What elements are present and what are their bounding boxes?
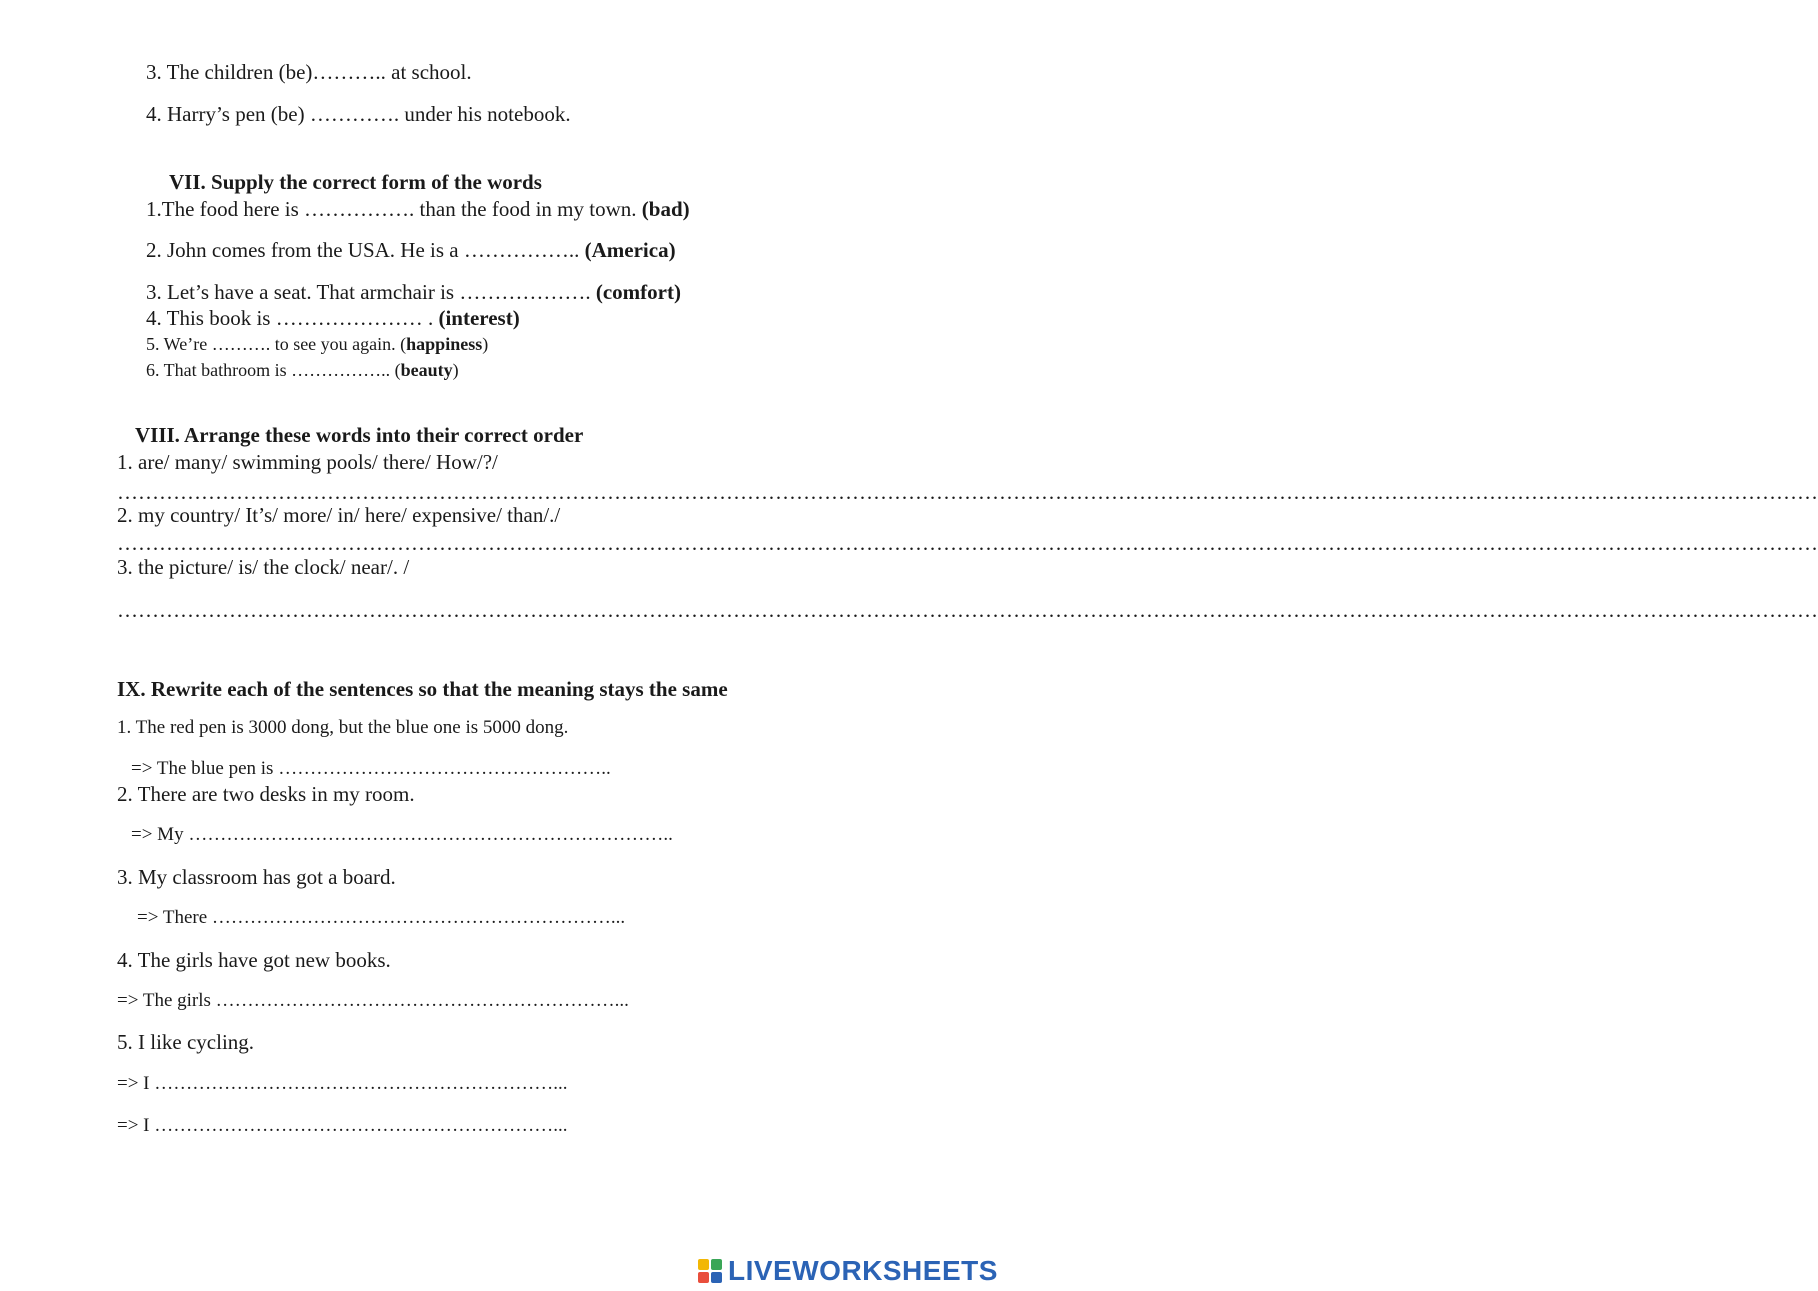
logo-text: LIVEWORKSHEETS — [728, 1255, 998, 1286]
logo-blocks-icon — [698, 1259, 722, 1283]
section-9-answer-4[interactable]: => The girls ………………………………………………………... — [117, 990, 629, 1011]
section-7-title: VII. Supply the correct form of the words — [169, 170, 542, 194]
section-8-title: VIII. Arrange these words into their correct order — [135, 423, 584, 447]
section-9-title: IX. Rewrite each of the sentences so that the meaning stays the same — [117, 677, 728, 701]
section-9-question-4: 4. The girls have got new books. — [117, 948, 391, 972]
section-9-question-2: 2. There are two desks in my room. — [117, 782, 415, 806]
section-7-item-6: 6. That bathroom is …………….. (beauty) — [146, 360, 459, 380]
section-9-answer-5a[interactable]: => I ………………………………………………………... — [117, 1073, 568, 1094]
answer-line-2[interactable]: ……………………………………………………………………………………………………………………………………………………………………………………………………………………… — [117, 531, 1818, 555]
section-7-item-1: 1.The food here is ……………. than the food in my town. (bad) — [146, 197, 690, 221]
section-8-item-1: 1. are/ many/ swimming pools/ there/ How/?/ — [117, 450, 498, 474]
section-9-question-5: 5. I like cycling. — [117, 1030, 255, 1054]
liveworksheets-logo — [698, 1256, 998, 1286]
section-9-question-3: 3. My classroom has got a board. — [117, 865, 396, 889]
section-7-item-3: 3. Let’s have a seat. That armchair is ………………. (comfort) — [146, 280, 681, 304]
exercise-item-3: 3. The children (be)……….. at school. — [146, 60, 472, 84]
section-7-item-2: 2. John comes from the USA. He is a …………….. (America) — [146, 238, 676, 262]
section-7-item-5: 5. We’re ………. to see you again. (happiness) — [146, 334, 489, 354]
section-9-answer-1[interactable]: => The blue pen is …………………………………………….. — [131, 758, 611, 779]
section-8-item-3: 3. the picture/ is/ the clock/ near/. / — [117, 555, 410, 579]
section-9-answer-3[interactable]: => There ………………………………………………………... — [137, 907, 626, 928]
section-7-item-4: 4. This book is ………………… . (interest) — [146, 306, 520, 330]
answer-line-1[interactable]: ……………………………………………………………………………………………………………………………………………………………………………………………………………………… — [117, 480, 1818, 504]
section-9-question-1: 1. The red pen is 3000 dong, but the blue one is 5000 dong. — [117, 717, 569, 738]
section-9-answer-2[interactable]: => My ………………………………………………………………….. — [131, 824, 673, 845]
section-8-item-2: 2. my country/ It’s/ more/ in/ here/ expensive/ than/./ — [117, 503, 561, 527]
exercise-item-4: 4. Harry’s pen (be) …………. under his notebook. — [146, 102, 571, 126]
answer-line-3[interactable]: ……………………………………………………………………………………………………………………………………………………………………………………………………………………… — [117, 598, 1818, 622]
section-9-answer-5b[interactable]: => I ………………………………………………………... — [117, 1115, 568, 1136]
